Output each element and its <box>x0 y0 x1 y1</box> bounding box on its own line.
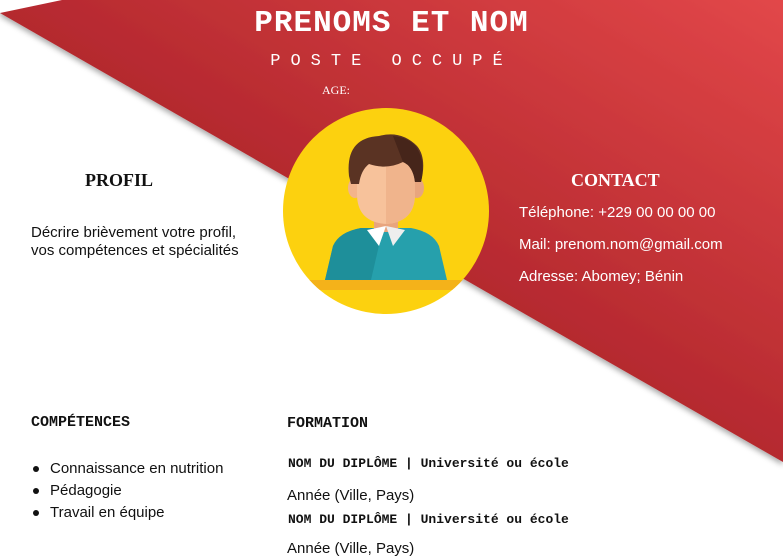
list-item: Pédagogie <box>31 480 231 501</box>
age-label: AGE: <box>322 83 350 97</box>
profile-description <box>31 224 271 260</box>
education-diploma-1: NOM DU DIPLÔME | Université ou école <box>288 456 569 471</box>
contact-heading: CONTACT <box>571 170 660 190</box>
contact-phone: Téléphone: +229 00 00 00 00 <box>519 204 716 221</box>
skills-list <box>31 458 231 524</box>
job-title: POSTE OCCUPÉ <box>270 52 513 71</box>
education-year-2: Année (Ville, Pays) <box>287 540 415 557</box>
contact-email: Mail: prenom.nom@gmail.com <box>519 236 723 253</box>
skills-heading: COMPÉTENCES <box>31 414 131 431</box>
education-year-1: Année (Ville, Pays) <box>287 487 415 504</box>
profile-description-line2: vos compétences et spécialités <box>31 242 239 259</box>
education-heading: FORMATION <box>287 415 369 432</box>
person-name: PRENOMS ET NOM <box>254 6 529 41</box>
avatar <box>283 108 489 314</box>
list-item: Travail en équipe <box>31 502 231 523</box>
list-item: Connaissance en nutrition <box>31 458 231 479</box>
profile-heading: PROFIL <box>85 170 154 190</box>
education-diploma-2: NOM DU DIPLÔME | Université ou école <box>288 512 569 527</box>
contact-address: Adresse: Abomey; Bénin <box>519 268 684 285</box>
profile-description-line1: Décrire brièvement votre profil, <box>31 224 237 241</box>
